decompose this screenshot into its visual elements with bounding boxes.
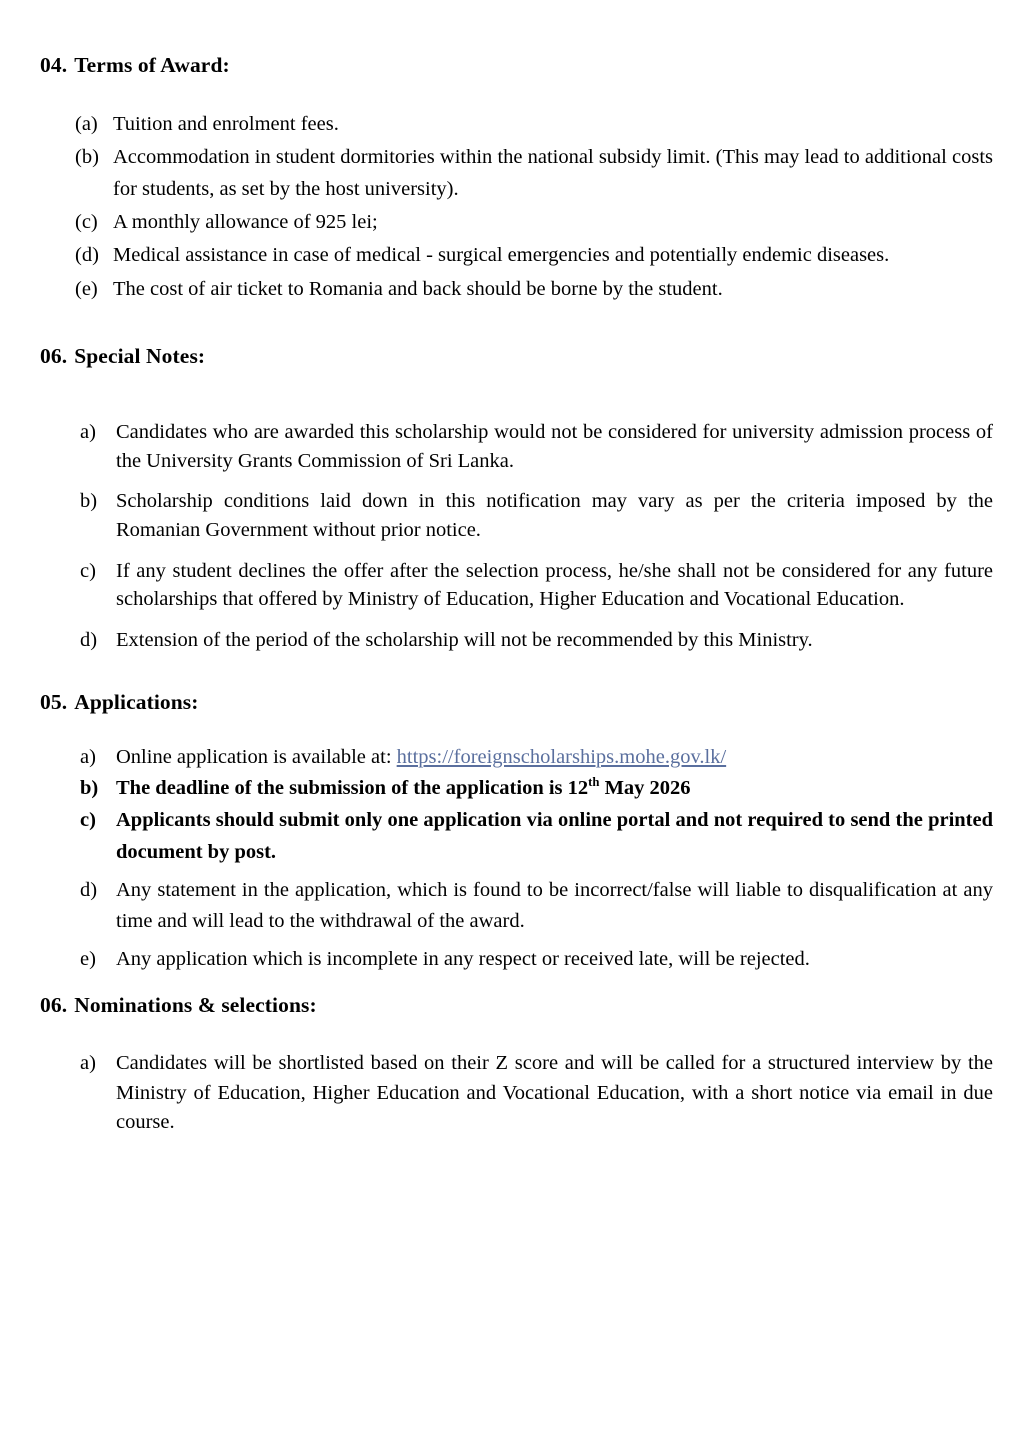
list-item xyxy=(40,557,995,614)
section-applications xyxy=(40,689,995,976)
list-marker: a) xyxy=(80,1051,96,1074)
list-item-text xyxy=(116,773,995,805)
section-heading-nominations-selections xyxy=(40,992,995,1019)
list-item-text: Tuition and enrolment fees. xyxy=(113,112,339,135)
list-item xyxy=(40,944,995,976)
special-notes-list xyxy=(40,418,995,655)
section-special-notes xyxy=(40,343,995,655)
section-title: Special Notes: xyxy=(74,344,206,369)
list-marker: b) xyxy=(80,490,98,513)
list-item xyxy=(40,742,995,774)
list-marker: (d) xyxy=(75,244,99,267)
list-marker: (c) xyxy=(75,210,98,233)
list-item xyxy=(40,142,995,205)
section-heading-applications xyxy=(40,689,995,716)
terms-of-award-list xyxy=(40,109,995,305)
list-marker: c) xyxy=(80,559,96,582)
spacer xyxy=(40,667,995,689)
list-marker: (a) xyxy=(75,112,98,135)
section-number: 04. xyxy=(40,53,68,77)
list-item-text: Scholarship conditions laid down in this notification may vary as per the criteria imposed by the Romanian Government without prior notice. xyxy=(116,490,993,541)
list-item-text: Any application which is incomplete in any respect or received late, will be rejected. xyxy=(116,948,810,971)
list-item xyxy=(40,240,995,271)
spacer xyxy=(40,982,995,992)
section-title: Nominations & selections: xyxy=(74,992,317,1017)
nominations-list xyxy=(40,1049,995,1138)
list-marker: c) xyxy=(80,809,96,832)
section-terms-of-award xyxy=(40,52,995,305)
list-item-text: If any student declines the offer after the selection process, he/she shall not be considered for any future scholarships that offered by Ministry of Education, Higher Education and Vocational Education. xyxy=(116,559,993,611)
list-item-text: Applicants should submit only one application via online portal and not required to send the printed document by post. xyxy=(116,809,993,863)
list-item-text: A monthly allowance of 925 lei; xyxy=(113,210,378,233)
spacer xyxy=(40,307,995,343)
list-item xyxy=(40,274,995,305)
section-heading-special-notes xyxy=(40,343,995,370)
list-item-text: Candidates who are awarded this scholarship would not be considered for university admission process of the University Grants Commission of Sri Lanka. xyxy=(116,420,993,472)
list-marker: a) xyxy=(80,420,96,443)
list-marker: d) xyxy=(80,629,98,652)
deadline-text-after: May 2026 xyxy=(599,777,691,800)
online-application-label: Online application is available at: xyxy=(116,745,397,768)
section-title: Terms of Award: xyxy=(74,53,230,77)
list-marker: a) xyxy=(80,745,96,768)
list-item-text: Medical assistance in case of medical - surgical emergencies and potentially endemic diseases. xyxy=(113,244,890,267)
list-item-text: Any statement in the application, which is found to be incorrect/false will liable to disqualification at any time and will lead to the withdrawal of the award. xyxy=(116,878,993,933)
list-item xyxy=(40,805,995,869)
list-item-text: Extension of the period of the scholarship will not be recommended by this Ministry. xyxy=(116,629,813,652)
deadline-text-before: The deadline of the submission of the application is 12 xyxy=(116,777,589,800)
list-item xyxy=(40,773,995,805)
ordinal-suffix: th xyxy=(588,775,600,790)
list-item-text: Accommodation in student dormitories within the national subsidy limit. (This may lead to additional costs for students, as set by the host university). xyxy=(113,146,993,200)
list-item xyxy=(40,626,995,655)
section-heading-terms-of-award xyxy=(40,52,995,79)
application-portal-link[interactable]: https://foreignscholarships.mohe.gov.lk/ xyxy=(396,745,727,768)
list-item-text xyxy=(116,742,995,774)
list-marker: (e) xyxy=(75,277,98,300)
list-item xyxy=(40,207,995,238)
list-item-text: Candidates will be shortlisted based on their Z score and will be called for a structured interview by the Ministry of Education, Higher Education and Vocational Education, with a short notice via email in due course. xyxy=(116,1051,993,1134)
list-marker: e) xyxy=(80,948,96,971)
list-item xyxy=(40,875,995,939)
applications-list xyxy=(40,742,995,976)
list-item-text: The cost of air ticket to Romania and back should be borne by the student. xyxy=(113,277,723,300)
section-number: 06. xyxy=(40,344,68,369)
section-number: 05. xyxy=(40,689,68,714)
list-item xyxy=(40,487,995,544)
list-item xyxy=(40,109,995,140)
list-marker: (b) xyxy=(75,146,99,169)
list-marker: d) xyxy=(80,878,98,901)
section-number: 06. xyxy=(40,992,68,1017)
section-title: Applications: xyxy=(74,689,199,714)
list-item xyxy=(40,1049,995,1138)
list-marker: b) xyxy=(80,777,99,800)
section-nominations-selections xyxy=(40,992,995,1138)
list-item xyxy=(40,418,995,475)
